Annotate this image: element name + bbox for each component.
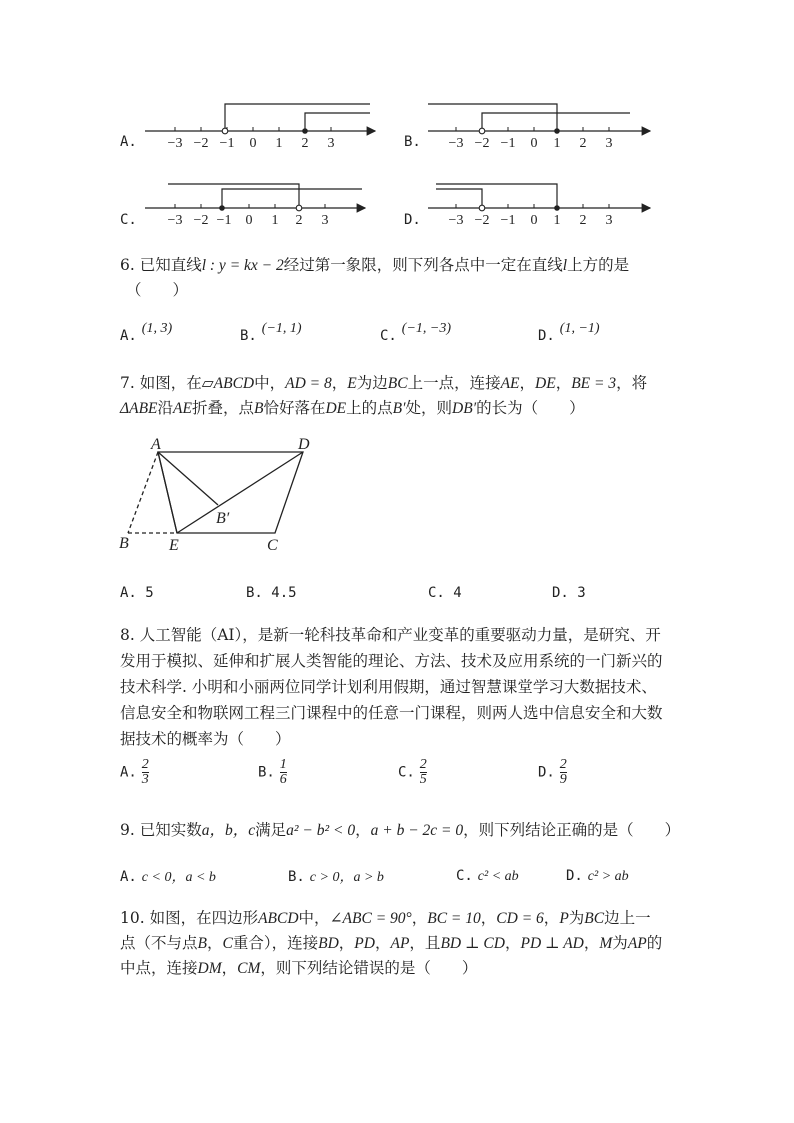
number-line-d xyxy=(428,184,650,228)
q6-text: 经过第一象限，则下列各点中一定在直线 xyxy=(283,256,563,274)
tick-label: 0 xyxy=(530,213,538,228)
label-B-prime: B′ xyxy=(216,510,230,527)
q6-option-a[interactable]: A. (1, 3) xyxy=(120,321,173,344)
q8-option-c[interactable]: C. $\frac{2}{5}$ xyxy=(398,757,427,787)
option-label-c[interactable]: C. xyxy=(120,212,137,228)
label-E: E xyxy=(169,537,179,554)
label-B: B xyxy=(119,535,129,552)
q6-equation: l : y = kx − 2 xyxy=(201,257,284,274)
tick-label: 1 xyxy=(553,136,561,151)
q6-option-c[interactable]: C. (−1, −3) xyxy=(380,321,452,344)
tick-label: 2 xyxy=(295,213,303,228)
q6-line-symbol: l xyxy=(562,257,568,274)
label-A: A xyxy=(151,436,161,453)
question-10-line-1: 10. 如图，在四边形ABCD中，∠ABC = 90°，BC = 10，CD = 6，P为BC边上一 xyxy=(120,909,651,927)
tick-label: 0 xyxy=(530,136,538,151)
q8-option-b[interactable]: B. $\frac{1}{6}$ xyxy=(258,757,287,787)
tick-label: −3 xyxy=(448,136,464,151)
tick-label: 3 xyxy=(321,213,329,228)
question-7-line-1: 7. 如图，在▱ABCD中，AD = 8，E为边BC上一点，连接AE，DE，BE = 3，将 xyxy=(120,374,648,392)
fraction: $\frac{2}{3}$ xyxy=(141,757,149,787)
tick-label: −1 xyxy=(219,136,235,151)
q8-option-d[interactable]: D. $\frac{2}{9}$ xyxy=(538,757,567,787)
tick-label: 1 xyxy=(275,136,283,151)
tick-label: 2 xyxy=(301,136,309,151)
q6-option-b[interactable]: B. (−1, 1) xyxy=(240,321,302,344)
tick-label: −1 xyxy=(500,213,516,228)
q7-option-b[interactable]: B. 4.5 xyxy=(246,585,297,601)
q9-option-c[interactable]: C. c² < ab xyxy=(456,868,519,884)
q6-answer-paren: （ ） xyxy=(126,281,189,299)
tick-label: 0 xyxy=(245,213,253,228)
tick-label: −2 xyxy=(193,213,209,228)
q8-line: 技术科学. 小明和小丽两位同学计划利用假期，通过智慧课堂学习大数据技术、 xyxy=(120,678,657,696)
number-line-figures xyxy=(0,0,794,240)
q7-option-c[interactable]: C. 4 xyxy=(428,585,462,601)
tick-label: 1 xyxy=(271,213,279,228)
tick-label: 0 xyxy=(249,136,257,151)
option-label-b[interactable]: B. xyxy=(404,134,421,150)
label-D: D xyxy=(298,436,310,453)
q7-option-d[interactable]: D. 3 xyxy=(552,585,586,601)
q8-line: 信息安全和物联网工程三门课程中的任意一门课程，则两人选中信息安全和大数 xyxy=(120,704,663,722)
question-7-line-2: ΔABE沿AE折叠，点B恰好落在DE上的点B′处，则DB′的长为（ ） xyxy=(120,399,585,417)
q8-line: 发用于模拟、延伸和扩展人类智能的理论、方法、技术及应用系统的一门新兴的 xyxy=(120,652,663,670)
tick-label: 3 xyxy=(605,213,613,228)
question-10-line-2: 点（不与点B，C重合），连接BD，PD，AP，且BD ⊥ CD，PD ⊥ AD，M为AP的 xyxy=(120,934,663,952)
q9-option-b[interactable]: B. c > 0，a > b xyxy=(288,869,384,885)
tick-label: 2 xyxy=(579,213,587,228)
fraction: $\frac{2}{5}$ xyxy=(419,757,427,787)
tick-label: 2 xyxy=(579,136,587,151)
q9-option-d[interactable]: D. c² > ab xyxy=(566,868,629,884)
number-line-c xyxy=(145,184,365,228)
q6-option-d[interactable]: D. (1, −1) xyxy=(538,321,600,344)
q9-option-a[interactable]: A. c < 0，a < b xyxy=(120,869,216,885)
tick-label: 1 xyxy=(553,213,561,228)
q6-text: 上方的是 xyxy=(567,256,630,274)
question-8-stem xyxy=(120,622,663,752)
number-line-a xyxy=(145,104,375,151)
q8-line: 8. 人工智能（AI），是新一轮科技革命和产业变革的重要驱动力量，是研究、开 xyxy=(120,626,661,644)
q7-option-a[interactable]: A. 5 xyxy=(120,585,154,601)
tick-label: −3 xyxy=(448,213,464,228)
q6-text: 6. 已知直线 xyxy=(120,256,202,274)
tick-label: 3 xyxy=(605,136,613,151)
tick-label: −2 xyxy=(474,136,490,151)
tick-label: −1 xyxy=(500,136,516,151)
q8-option-a[interactable]: A. $\frac{2}{3}$ xyxy=(120,757,149,787)
parallelogram-symbol: ▱ xyxy=(201,374,214,392)
option-label-d[interactable]: D. xyxy=(404,212,421,228)
tick-label: −3 xyxy=(167,213,183,228)
tick-label: −2 xyxy=(474,213,490,228)
question-10-line-3: 中点，连接DM，CM，则下列结论错误的是（ ） xyxy=(120,959,478,977)
q8-line: 据技术的概率为（ ） xyxy=(120,730,291,748)
fraction: $\frac{1}{6}$ xyxy=(279,757,287,787)
tick-label: −1 xyxy=(216,213,232,228)
fraction: $\frac{2}{9}$ xyxy=(559,757,567,787)
option-label-a[interactable]: A. xyxy=(120,134,137,150)
question-6-stem xyxy=(120,252,629,279)
tick-label: −2 xyxy=(193,136,209,151)
number-line-b xyxy=(428,104,650,151)
tick-label: 3 xyxy=(327,136,335,151)
q7-figure xyxy=(110,435,330,560)
label-C: C xyxy=(267,537,278,554)
tick-label: −3 xyxy=(167,136,183,151)
question-9-stem: 9. 已知实数a，b，c满足a² − b² < 0，a + b − 2c = 0，则下列结论正确的是（ ） xyxy=(120,821,681,839)
